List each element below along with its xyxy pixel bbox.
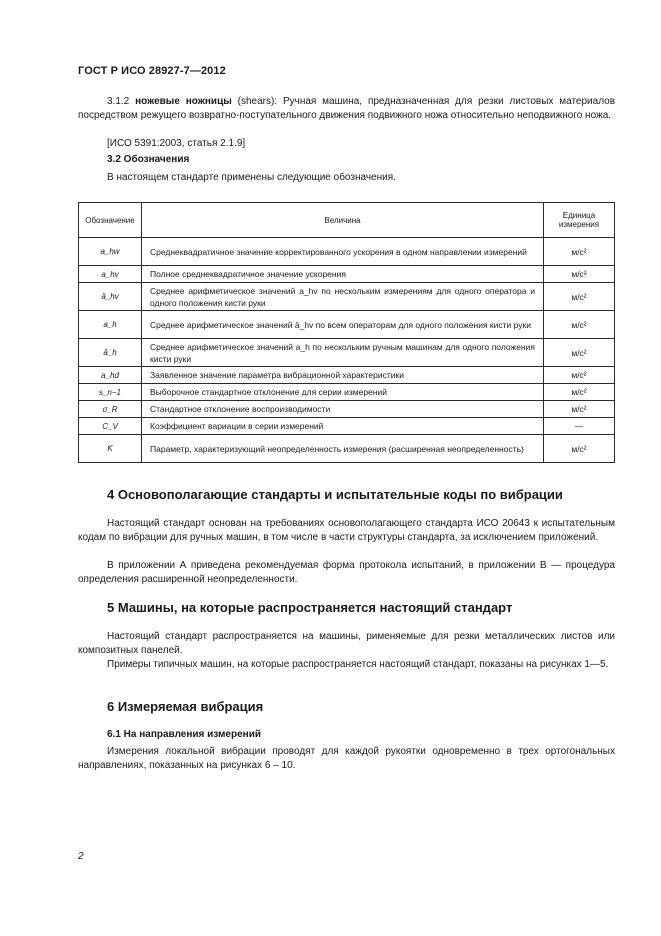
unit-cell: м/с² [544,311,615,339]
header-unit: Единица измерения [544,203,615,238]
symbol-cell: a_hw [79,238,142,266]
section-4-paragraph-1: Настоящий стандарт основан на требованиях основополагающего стандарта ИСО 20643 к испытательным кодам по вибрации для ручных машин, в том числе в части структуры стандарта, за исключением приложений. [78,518,615,543]
symbol-cell: σ_R [79,401,142,418]
section-3-2-title: 3.2 Обозначения [107,154,190,165]
description-cell: Параметр, характеризующий неопределенность измерения (расширенная неопределенность) [142,435,544,463]
description-cell: Среднее арифметическое значений a_hv по нескольким измерениям для одного оператора и одного положения кисти руки [142,283,544,311]
table-row [79,367,615,384]
description-cell: Заявленное значение параметра вибрационной характеристики [142,367,544,384]
symbol-cell: a_h [79,311,142,339]
symbol-cell: ā_hv [79,283,142,311]
table-header-row [79,203,615,238]
description-cell: Среднеквадратичное значение корректированного ускорения в одном направлении измерений [142,238,544,266]
unit-cell: м/с² [544,367,615,384]
section-5-title: 5 Машины, на которые распространяется настоящий стандарт [107,600,513,615]
symbol-cell: a_hv [79,266,142,283]
table-row [79,435,615,463]
table-row [79,283,615,311]
section-6-1-paragraph: Измерения локальной вибрации проводят для каждой рукоятки одновременно в трех ортогональных направлениях, показанных на рисунках 6 – 10. [78,746,615,771]
description-cell: Коэффициент вариации в серии измерений [142,418,544,435]
unit-cell: м/с² [544,401,615,418]
unit-cell: м/с² [544,238,615,266]
description-cell: Выборочное стандартное отклонение для серии измерений [142,384,544,401]
term-text: (shears): Ручная машина, предназначенная для резки листовых материалов посредством режущего возвратно-поступательного движения подвижного ножа относительно неподвижного ножа. [78,96,616,121]
unit-cell: м/с² [544,266,615,283]
unit-cell: м/с² [544,283,615,311]
table-row [79,384,615,401]
section-4-title: 4 Основополагающие стандарты и испытательные коды по вибрации [107,487,563,502]
section-6-title: 6 Измеряемая вибрация [107,699,264,714]
header-symbol: Обозначение [79,203,142,238]
description-cell: Полное среднеквадратичное значение ускорения [142,266,544,283]
table-row [79,418,615,435]
symbol-cell: C_V [79,418,142,435]
section-6-1-title: 6.1 На направления измерений [107,729,261,740]
table-row [79,401,615,418]
description-cell: Среднее арифметическое значений a_h по нескольким ручным машинам для одного положения кисти руки [142,339,544,367]
description-cell: Среднее арифметическое значений ā_hv по всем операторам для одного положения кисти руки [142,311,544,339]
page-number: 2 [78,851,84,862]
unit-cell: м/с² [544,384,615,401]
symbol-cell: K [79,435,142,463]
section-3-2-text: В настоящем стандарте применены следующие обозначения. [107,172,396,183]
section-5-paragraph-2: Примеры типичных машин, на которые распространяется настоящий стандарт, показаны на рисунках 1—5. [107,659,609,670]
section-4-paragraph-2: В приложении А приведена рекомендуемая форма протокола испытаний, в приложении В — процедура определения расширенной неопределенности. [78,560,615,585]
unit-cell: — [544,418,615,435]
header-quantity: Величина [142,203,544,238]
term-number: 3.1.2 [107,96,130,107]
description-cell: Стандартное отклонение воспроизводимости [142,401,544,418]
symbols-table [78,202,615,463]
unit-cell: м/с² [544,339,615,367]
unit-cell: м/с² [544,435,615,463]
term-definition [78,95,615,123]
term-name: ножевые ножницы [135,96,232,107]
table-row [79,266,615,283]
table-row [79,339,615,367]
table-row [79,311,615,339]
section-5-paragraph-1: Настоящий стандарт распространяется на машины, рименяемые для резки металлических листов или композитных панелей. [78,631,615,656]
symbol-cell: s_n−1 [79,384,142,401]
table-row [79,238,615,266]
standard-header: ГОСТ Р ИСО 28927-7—2012 [78,65,226,77]
term-reference: [ИСО 5391:2003, статья 2.1.9] [107,138,246,149]
symbol-cell: a_hd [79,367,142,384]
symbol-cell: ā_h [79,339,142,367]
